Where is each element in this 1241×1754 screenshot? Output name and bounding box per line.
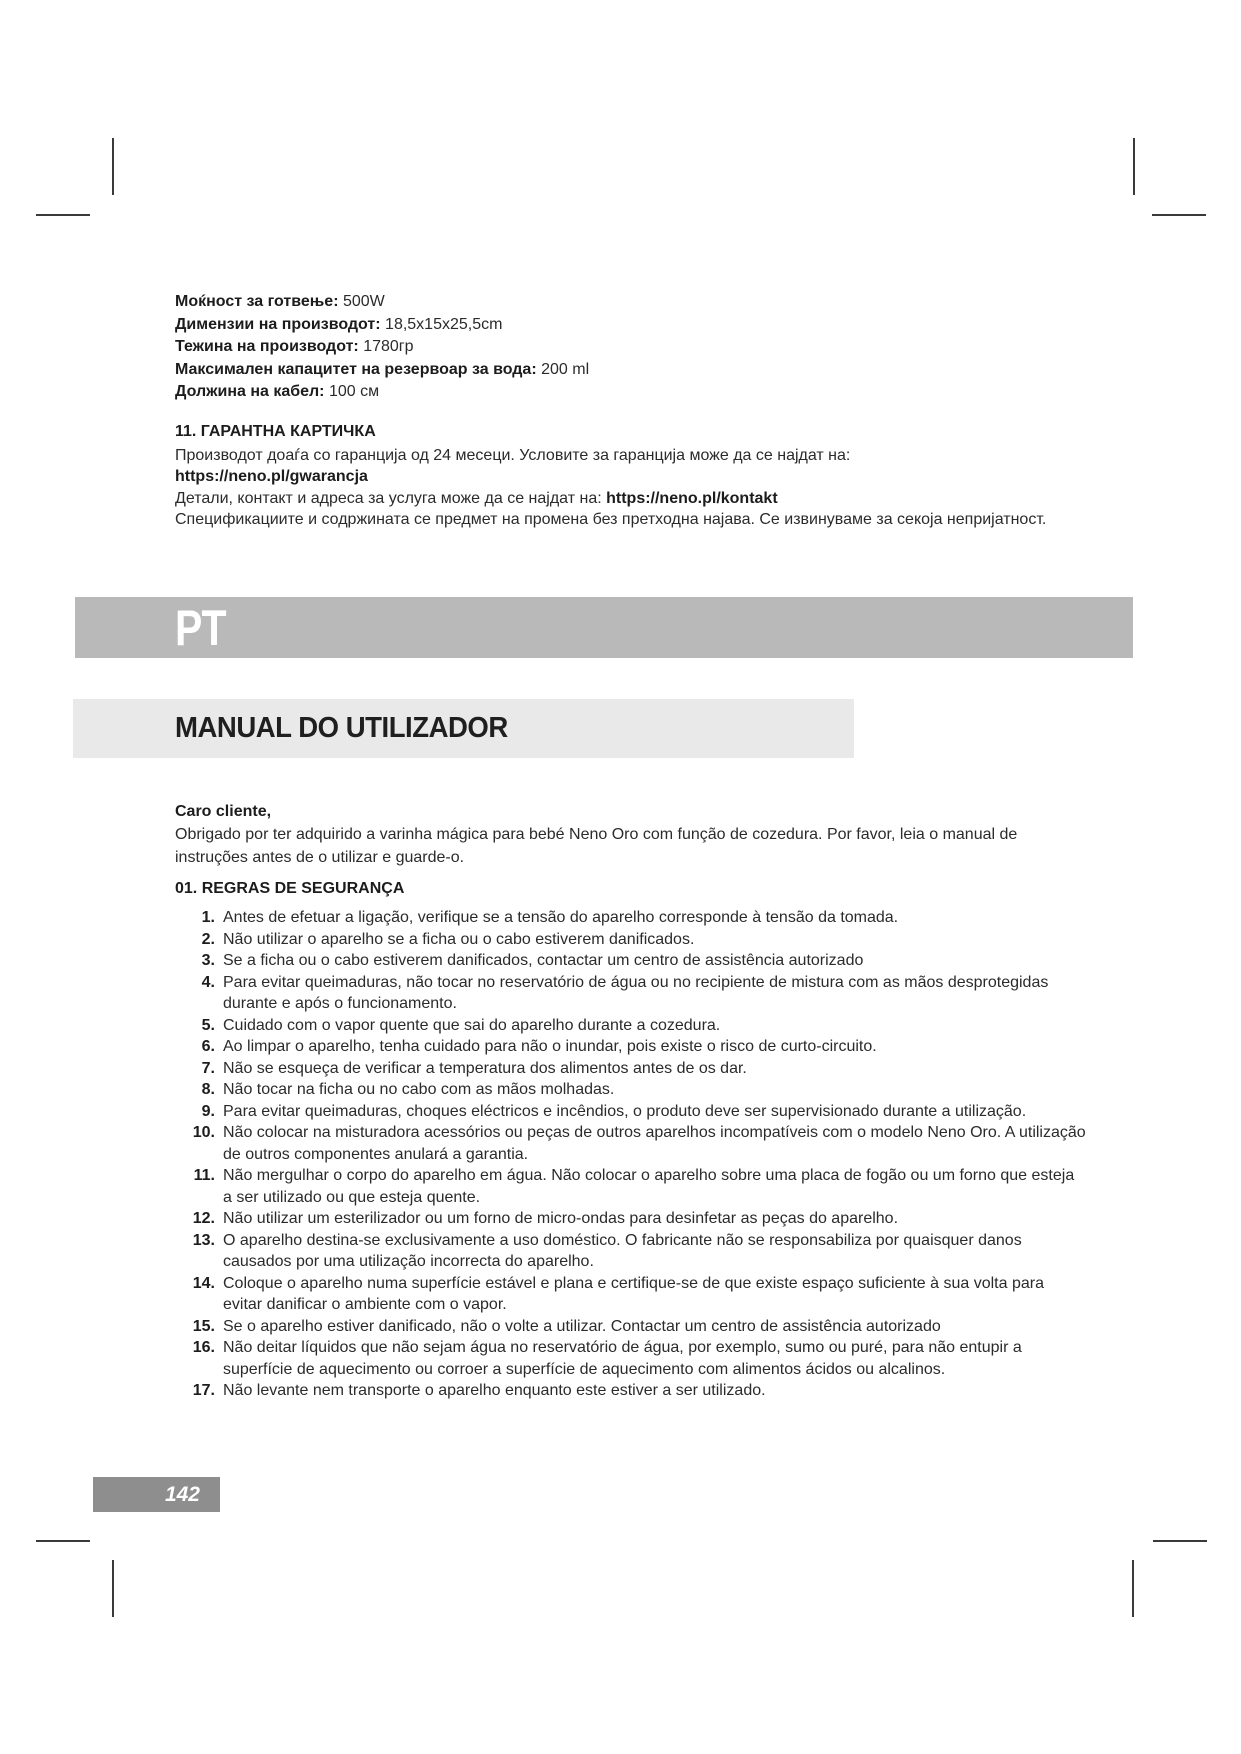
rule-number: 9. [201,1102,215,1120]
rule-text: Antes de efetuar a ligação, verifique se a tensão do aparelho corresponde à tensão da tomada. [223,909,899,926]
rule-text: Não se esqueça de verificar a temperatura dos alimentos antes de os dar. [223,1059,747,1077]
crop-mark-bottom-right-horizontal [1153,1540,1207,1542]
rule-number: 5. [201,1016,215,1034]
rule-number: 15. [192,1317,215,1335]
spec-value: 200 ml [536,360,590,378]
safety-heading: 01. REGRAS DE SEGURANÇA [175,880,405,897]
rule-number: 8. [201,1081,215,1098]
manual-title-banner [73,699,854,758]
crop-mark-top-left-horizontal [36,214,90,216]
safety-rule [175,1101,1087,1123]
warranty-line-1 [175,445,1075,467]
spec-line [175,381,1095,404]
rule-number: 4. [201,973,215,991]
rule-number: 1. [201,909,215,926]
page-number: 142 [164,1482,200,1506]
rule-text: Ao limpar o aparelho, tenha cuidado para não o inundar, pois existe o risco de curto-circuito. [223,1038,877,1055]
spec-value: 100 см [324,383,380,400]
safety-rule [175,950,1087,972]
safety-rule [175,1273,1087,1316]
safety-rule [175,1380,1087,1402]
language-banner [75,597,1133,658]
warranty-link-gwarancja: https://neno.pl/gwarancja [175,468,368,485]
rule-text: Para evitar queimaduras, choques eléctricos e incêndios, o produto deve ser supervisionado durante a utilização. [223,1102,1027,1120]
warranty-line-2 [175,488,1075,510]
rule-text: Cuidado com o vapor quente que sai do aparelho durante a cozedura. [223,1016,721,1034]
safety-rules-list [175,907,1087,1402]
spec-value: 1780гр [358,338,414,355]
intro-salutation: Caro cliente, [175,803,272,820]
warranty-link-kontakt: https://neno.pl/kontakt [606,489,778,507]
safety-rule [175,1208,1087,1230]
rule-text: Não tocar na ficha ou no cabo com as mãos molhadas. [223,1081,615,1098]
rule-number: 2. [201,930,215,948]
safety-rule [175,1122,1087,1165]
rule-number: 13. [192,1231,215,1249]
rule-number: 11. [193,1167,215,1184]
safety-rule [175,1337,1087,1380]
rule-number: 3. [201,952,215,969]
crop-mark-top-right-horizontal [1152,214,1206,216]
rule-number: 10. [192,1124,215,1141]
spec-label: Димензии на производот: [175,315,381,333]
safety-rule [175,1058,1087,1080]
manual-title: MANUAL DO UTILIZADOR [175,712,508,744]
intro-section [175,800,1073,869]
rule-number: 16. [192,1339,215,1356]
crop-mark-top-left-vertical [112,138,114,195]
safety-rule [175,1079,1087,1101]
rule-text: Se a ficha ou o cabo estiverem danificados, contactar um centro de assistência autorizado [223,952,864,969]
rule-text: Não utilizar um esterilizador ou um forno de micro-ondas para desinfetar as peças do aparelho. [223,1210,899,1227]
safety-rule [175,929,1087,951]
rule-text: Não levante nem transporte o aparelho enquanto este estiver a ser utilizado. [223,1382,766,1399]
warranty-text-2: Детали, контакт и адреса за услуга може да се најдат на: [175,489,607,507]
spec-label: Моќност за готвење: [175,293,339,310]
spec-value: 18,5x15x25,5cm [380,315,503,333]
spec-line [175,359,1095,382]
safety-section [175,877,1087,1402]
spec-line [175,314,1095,337]
safety-rule [175,1036,1087,1058]
crop-mark-bottom-left-horizontal [36,1540,90,1542]
page-number-box [93,1477,220,1512]
spec-line [175,336,1095,359]
crop-mark-bottom-left-vertical [112,1560,114,1617]
warranty-line-3: Спецификациите и содржината се предмет на промена без претходна најава. Се извинуваме за секоја непријатност. [175,511,1047,528]
rule-text: Não mergulhar o corpo do aparelho em água. Não colocar o aparelho sobre uma placa de fogão ou um forno que esteja a ser utilizado ou que esteja quente. [223,1167,1075,1206]
crop-mark-top-right-vertical [1133,138,1135,195]
rule-text: Se o aparelho estiver danificado, não o volte a utilizar. Contactar um centro de assistência autorizado [223,1317,941,1335]
rule-number: 12. [192,1210,215,1227]
rule-number: 17. [192,1382,215,1399]
rule-text: Não deitar líquidos que não sejam água no reservatório de água, por exemplo, sumo ou puré, para não entupir a superfície de aquecimento ou corroer a superfície de aquecimento com alimentos ácidos ou alcalinos. [223,1339,1022,1378]
rule-number: 6. [201,1038,215,1055]
spec-label: Тежина на производот: [175,338,359,355]
rule-text: Coloque o aparelho numa superfície estável e plana e certifique-se de que existe espaço suficiente à sua volta para evitar danificar o ambiente com o vapor. [223,1274,1044,1313]
spec-value: 500W [338,293,385,310]
product-specs [175,291,1095,404]
rule-text: Para evitar queimaduras, não tocar no reservatório de água ou no recipiente de mistura com as mãos desprotegidas durante e após o funcionamento. [223,973,1049,1012]
safety-rule [175,907,1087,929]
warranty-text-1: Производот доаѓа со гаранција од 24 месеци. Условите за гаранција може да се најдат на: [175,446,851,464]
safety-rule [175,972,1087,1015]
safety-rule [175,1316,1087,1338]
warranty-section [175,421,1075,531]
spec-line [175,291,1095,314]
rule-number: 14. [192,1274,215,1292]
rule-text: Não colocar na misturadora acessórios ou peças de outros aparelhos incompatíveis com o modelo Neno Oro. A utilização de outros componentes anulará a garantia. [223,1124,1086,1163]
rule-number: 7. [201,1059,215,1077]
intro-body: Obrigado por ter adquirido a varinha mágica para bebé Neno Oro com função de cozedura. Por favor, leia o manual de instruções antes de o utilizar e guarde-o. [175,826,1018,866]
spec-label: Максимален капацитет на резервоар за вода: [175,360,537,378]
safety-rule [175,1165,1087,1208]
safety-rule [175,1015,1087,1037]
crop-mark-bottom-right-vertical [1132,1560,1134,1617]
rule-text: O aparelho destina-se exclusivamente a uso doméstico. O fabricante não se responsabiliza por quaisquer danos causados por uma utilização incorrecta do aparelho. [223,1231,1022,1270]
warranty-heading: 11. ГАРАНТНА КАРТИЧКА [175,423,376,440]
spec-label: Должина на кабел: [175,383,325,400]
rule-text: Não utilizar o aparelho se a ficha ou o cabo estiverem danificados. [223,930,695,948]
safety-rule [175,1230,1087,1273]
language-code: PT [175,599,226,656]
